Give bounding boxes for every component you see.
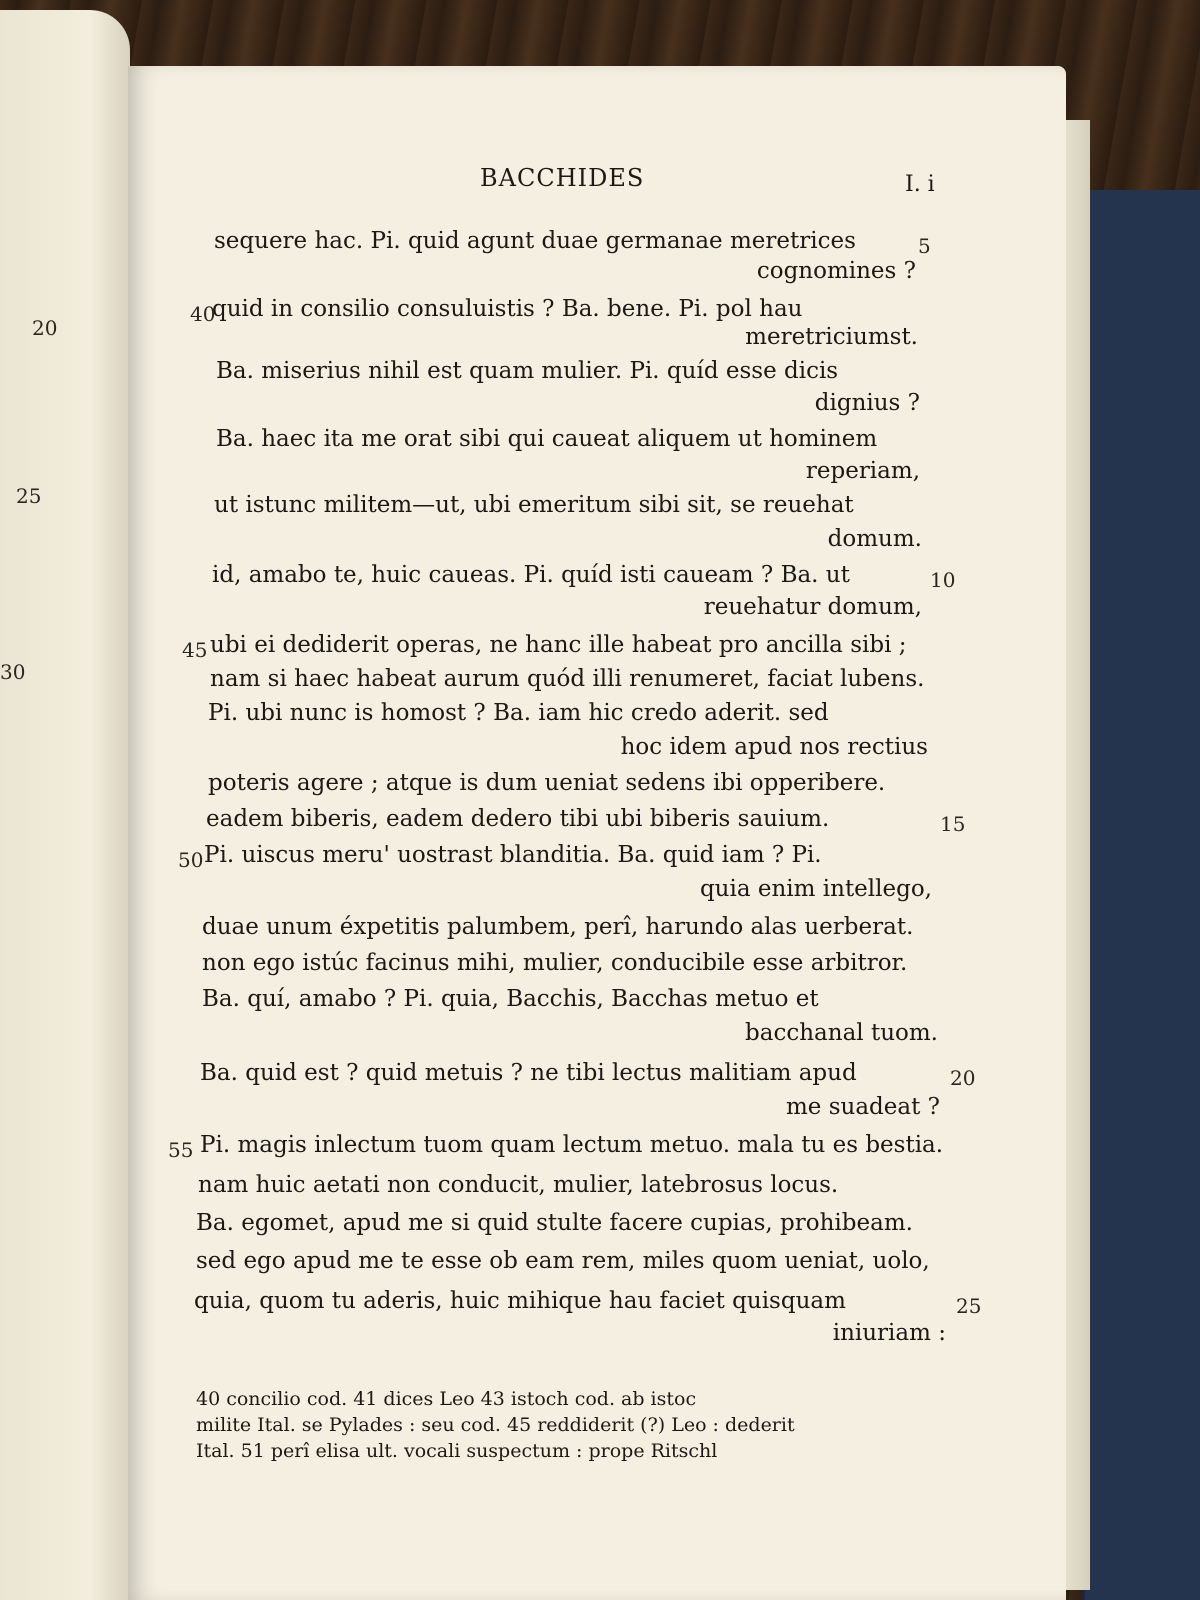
page-title: BACCHIDES	[480, 164, 645, 192]
verse-line: nam huic aetati non conducit, mulier, latebrosus locus.	[198, 1172, 839, 1198]
verse-line: nam si haec habeat aurum quód illi renumeret, faciat lubens.	[210, 666, 925, 692]
footnote-line: milite Ital. se Pylades : seu cod. 45 reddiderit (?) Leo : dederit	[196, 1414, 795, 1436]
book-cover	[1082, 190, 1200, 1600]
line-number: 15	[940, 812, 966, 836]
verse-line: quia, quom tu aderis, huic mihique hau faciet quisquam	[194, 1288, 846, 1314]
verse-continuation: cognomines ?	[756, 258, 916, 284]
verse-continuation: domum.	[827, 526, 922, 552]
verse-line: sequere hac. Pi. quid agunt duae germanae meretrices	[214, 228, 856, 254]
verse-continuation: hoc idem apud nos rectius	[620, 734, 928, 760]
verse-line: sed ego apud me te esse ob eam rem, miles quom ueniat, uolo,	[196, 1248, 930, 1274]
verse-line: Pi. uiscus meru' uostrast blanditia. Ba. quid iam ? Pi.	[204, 842, 822, 868]
left-page	[0, 10, 130, 1600]
verse-line: poteris agere ; atque is dum ueniat sedens ibi opperibere.	[208, 770, 886, 796]
verse-continuation: dignius ?	[814, 390, 920, 416]
line-number: 10	[930, 568, 956, 592]
line-number: 40	[190, 302, 216, 326]
verse-continuation: iniuriam :	[832, 1320, 946, 1346]
verse-line: ut istunc militem—ut, ubi emeritum sibi sit, se reuehat	[214, 492, 854, 518]
verse-line: Ba. miserius nihil est quam mulier. Pi. quíd esse dicis	[216, 358, 839, 384]
running-header	[0, 164, 1200, 200]
footnote-line: Ital. 51 perî elisa ult. vocali suspectum : prope Ritschl	[196, 1440, 718, 1462]
line-number: 5	[918, 234, 931, 258]
verse-line: Pi. ubi nunc is homost ? Ba. iam hic credo aderit. sed	[208, 700, 829, 726]
verse-line: id, amabo te, huic caueas. Pi. quíd isti caueam ? Ba. ut	[212, 562, 850, 588]
left-margin-number: 30	[0, 660, 26, 684]
verse-line: Pi. magis inlectum tuom quam lectum metuo. mala tu es bestia.	[200, 1132, 944, 1158]
verse-continuation: reuehatur domum,	[703, 594, 922, 620]
line-number: 50	[178, 848, 204, 872]
verse-line: quid in consilio consuluistis ? Ba. bene. Pi. pol hau	[212, 296, 803, 322]
verse-line: Ba. quid est ? quid metuis ? ne tibi lectus malitiam apud	[200, 1060, 857, 1086]
verse-continuation: bacchanal tuom.	[745, 1020, 938, 1046]
verse-continuation: meretriciumst.	[745, 324, 918, 350]
verse-line: eadem biberis, eadem dedero tibi ubi biberis sauium.	[206, 806, 830, 832]
footnote-line: 40 concilio cod. 41 dices Leo 43 istoch cod. ab istoc	[196, 1388, 697, 1410]
verse-continuation: me suadeat ?	[786, 1094, 940, 1120]
verse-line: ubi ei dediderit operas, ne hanc ille habeat pro ancilla sibi ;	[210, 632, 907, 658]
verse-line: Ba. quí, amabo ? Pi. quia, Bacchis, Bacchas metuo et	[202, 986, 819, 1012]
line-number: 25	[956, 1294, 982, 1318]
left-margin-number: 25	[16, 484, 42, 508]
line-number: 55	[168, 1138, 194, 1162]
section-marker: I. i	[905, 172, 935, 197]
line-number: 45	[182, 638, 208, 662]
verse-line: duae unum éxpetitis palumbem, perî, harundo alas uerberat.	[202, 914, 914, 940]
verse-continuation: quia enim intellego,	[699, 876, 932, 902]
verse-continuation: reperiam,	[805, 458, 920, 484]
verse-line: non ego istúc facinus mihi, mulier, conducibile esse arbitror.	[202, 950, 908, 976]
left-margin-number: 20	[32, 316, 58, 340]
verse-line: Ba. haec ita me orat sibi qui caueat aliquem ut hominem	[216, 426, 878, 452]
line-number: 20	[950, 1066, 976, 1090]
verse-line: Ba. egomet, apud me si quid stulte facere cupias, prohibeam.	[196, 1210, 913, 1236]
